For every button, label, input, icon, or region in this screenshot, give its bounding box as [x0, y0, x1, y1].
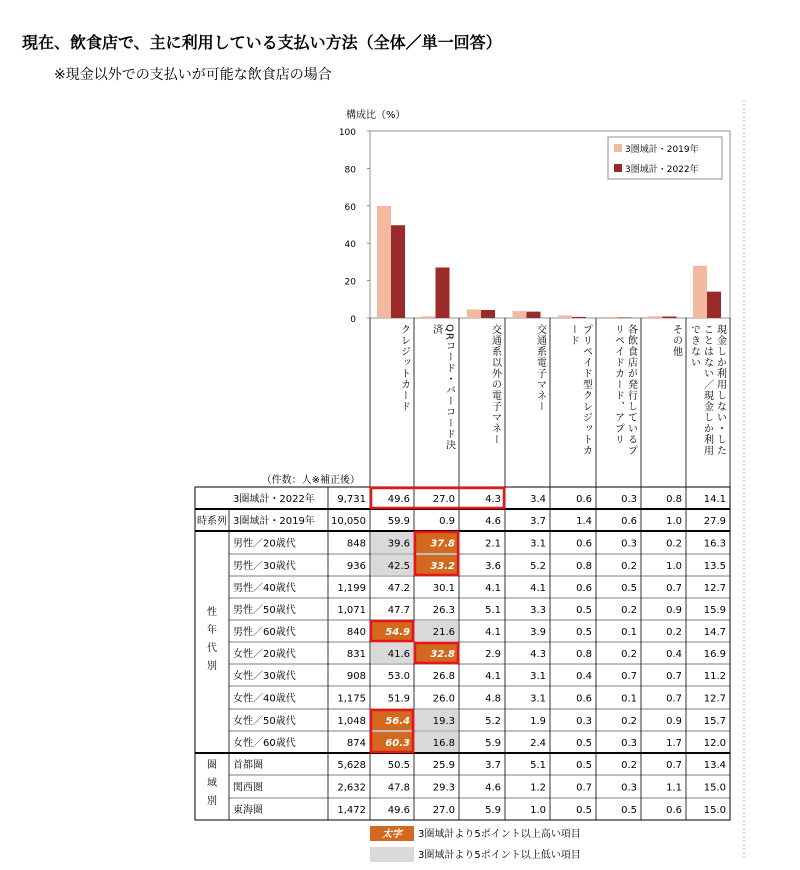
- table-cell: 0.6: [576, 583, 592, 594]
- table-cell: 47.7: [387, 605, 410, 616]
- table-cell: 2.4: [530, 738, 546, 749]
- bar-2019: [693, 266, 707, 318]
- group-label-timeseries: 時系列: [197, 516, 227, 527]
- row-count: 1,472: [337, 805, 366, 816]
- table-cell: 0.6: [576, 494, 592, 505]
- category-label: 交通系以外の電子マネー: [489, 324, 501, 445]
- table-cell: 3.6: [485, 561, 501, 572]
- row-count: 1,071: [337, 605, 366, 616]
- table-cell: 50.5: [387, 760, 410, 771]
- table-cell: 0.2: [621, 760, 637, 771]
- row-label: 男性／30歳代: [233, 561, 296, 572]
- row-label: 関西圏: [233, 782, 263, 794]
- table-cell: 0.7: [666, 760, 682, 771]
- table-cell: 1.0: [666, 561, 682, 572]
- legend-swatch: [614, 144, 622, 152]
- bar-2022: [436, 268, 450, 318]
- table-cell: 4.6: [485, 782, 501, 794]
- category-label: 交通系電子マネー: [534, 324, 546, 412]
- table-cell: 1.2: [530, 782, 546, 794]
- table-cell: 32.8: [430, 649, 455, 660]
- table-cell: 12.7: [703, 693, 726, 705]
- row-count: 5,628: [337, 760, 366, 771]
- table-cell: 5.1: [485, 605, 501, 616]
- table-cell: 29.3: [432, 782, 455, 794]
- legend-swatch: [614, 164, 622, 172]
- bar-2019: [604, 317, 618, 318]
- table-cell: 0.2: [621, 716, 637, 727]
- row-count: 840: [346, 627, 366, 638]
- table-cell: 0.5: [576, 627, 592, 638]
- table-cell: 51.9: [387, 693, 410, 705]
- table-cell: 0.6: [576, 538, 592, 550]
- row-count: 9,731: [337, 494, 366, 505]
- table-cell: 27.9: [703, 516, 726, 527]
- table-cell: 4.3: [530, 649, 546, 660]
- y-axis-label: 構成比（%）: [346, 110, 406, 121]
- table-cell: 0.7: [666, 693, 682, 705]
- y-tick-label: 20: [344, 277, 356, 288]
- table-cell: 0.1: [621, 693, 637, 705]
- table-cell: 49.6: [387, 805, 410, 816]
- table-cell: 0.5: [576, 605, 592, 616]
- y-tick-label: 80: [344, 165, 356, 176]
- table-cell: 0.2: [621, 649, 637, 660]
- table-cell: 3.1: [530, 538, 546, 550]
- row-label: 3圏域計・2022年: [233, 494, 315, 505]
- y-tick-label: 40: [344, 240, 356, 251]
- table-cell: 0.5: [576, 760, 592, 771]
- y-tick-label: 0: [350, 315, 356, 325]
- table-cell: 30.1: [432, 583, 455, 594]
- table-cell: 0.3: [621, 738, 637, 749]
- table-cell: 47.2: [387, 583, 410, 594]
- table-cell: 0.2: [666, 627, 682, 638]
- bar-2022: [663, 317, 677, 318]
- table-cell: 0.5: [621, 583, 637, 594]
- row-count: 10,050: [331, 516, 366, 527]
- table-cell: 1.0: [666, 516, 682, 527]
- table-cell: 59.9: [387, 516, 410, 527]
- table-cell: 0.7: [666, 583, 682, 594]
- table-cell: 1.9: [530, 716, 546, 727]
- page-title: 現在、飲食店で、主に利用している支払い方法（全体／単一回答）: [22, 33, 502, 52]
- bar-2022: [391, 225, 405, 318]
- table-cell: 3.1: [530, 671, 546, 682]
- table-cell: 13.5: [703, 561, 726, 572]
- table-cell: 16.8: [432, 738, 455, 749]
- category-label: 現金しか利用しない・した: [714, 324, 726, 456]
- row-label: 男性／20歳代: [233, 538, 296, 550]
- row-count: 848: [346, 538, 366, 550]
- table-cell: 4.1: [530, 583, 546, 594]
- legend-label: 3圏域計・2022年: [625, 165, 699, 175]
- table-cell: 4.1: [485, 627, 501, 638]
- legend-label: 3圏域計・2019年: [625, 145, 699, 155]
- table-cell: 0.6: [576, 693, 592, 705]
- table-cell: 0.2: [621, 561, 637, 572]
- table-cell: 11.2: [703, 671, 726, 682]
- table-cell: 0.9: [439, 516, 455, 527]
- table-cell: 56.4: [385, 716, 410, 727]
- table-cell: 4.6: [485, 516, 501, 527]
- group-label-region: 域: [207, 778, 217, 789]
- row-label: 東海圏: [233, 805, 263, 816]
- bar-2022: [618, 317, 632, 318]
- table-cell: 15.9: [703, 605, 726, 616]
- table-cell: 0.9: [666, 716, 682, 727]
- table-cell: 12.0: [703, 738, 726, 749]
- row-label: 女性／50歳代: [233, 716, 296, 727]
- table-cell: 5.9: [485, 805, 501, 816]
- table-cell: 13.4: [703, 760, 726, 771]
- row-count: 1,199: [337, 583, 366, 594]
- row-count: 2,632: [337, 782, 366, 794]
- table-cell: 0.3: [576, 716, 592, 727]
- row-label: 男性／50歳代: [233, 605, 296, 616]
- table-cell: 26.3: [432, 605, 455, 616]
- group-label-region: 別: [207, 796, 217, 807]
- table-cell: 4.8: [485, 693, 501, 705]
- table-cell: 0.6: [666, 805, 682, 816]
- group-label-gender-age: 性: [207, 607, 217, 618]
- table-cell: 14.7: [703, 627, 726, 638]
- category-label: 済: [430, 324, 442, 335]
- row-label: 女性／20歳代: [233, 649, 296, 660]
- table-cell: 0.2: [666, 538, 682, 550]
- category-label: 各飲食店が発行しているプ: [625, 324, 637, 456]
- table-cell: 49.6: [387, 494, 410, 505]
- table-cell: 3.9: [530, 627, 546, 638]
- row-label: 3圏域計・2019年: [233, 516, 315, 527]
- table-cell: 0.8: [576, 561, 592, 572]
- table-cell: 1.1: [666, 782, 682, 794]
- bar-2019: [377, 206, 391, 318]
- table-cell: 3.7: [530, 516, 546, 527]
- table-cell: 3.1: [530, 693, 546, 705]
- table-cell: 4.1: [485, 671, 501, 682]
- row-count: 831: [346, 649, 366, 660]
- group-label-gender-age: 年: [207, 625, 217, 636]
- table-cell: 54.9: [385, 627, 410, 638]
- row-count: 1,175: [337, 693, 366, 705]
- table-cell: 5.1: [530, 760, 546, 771]
- table-cell: 42.5: [387, 561, 410, 572]
- bar-2019: [467, 309, 481, 318]
- category-label: プリペイド型クレジットカ: [580, 324, 592, 456]
- table-cell: 0.7: [666, 671, 682, 682]
- bar-2022: [481, 310, 495, 318]
- table-cell: 0.7: [621, 671, 637, 682]
- table-cell: 0.9: [666, 605, 682, 616]
- table-cell: 12.7: [703, 583, 726, 594]
- table-cell: 5.9: [485, 738, 501, 749]
- table-cell: 21.6: [432, 627, 455, 638]
- table-cell: 4.3: [485, 494, 501, 505]
- table-cell: 0.4: [576, 671, 592, 682]
- table-cell: 0.2: [621, 605, 637, 616]
- row-label: 女性／60歳代: [233, 738, 296, 749]
- table-cell: 14.1: [703, 494, 726, 505]
- table-cell: 16.3: [703, 538, 726, 550]
- page-subtitle: ※現金以外での支払いが可能な飲食店の場合: [54, 67, 332, 83]
- row-count: 874: [346, 738, 366, 749]
- bar-2019: [558, 315, 572, 318]
- category-label: ことはない／現金しか利用: [701, 324, 713, 456]
- row-label: 首都圏: [233, 760, 263, 771]
- footer-low-swatch: [370, 847, 414, 862]
- table-cell: 26.8: [432, 671, 455, 682]
- bar-2019: [649, 316, 663, 318]
- group-label-region: 圏: [207, 760, 217, 771]
- table-cell: 19.3: [432, 716, 455, 727]
- table-cell: 1.7: [666, 738, 682, 749]
- row-label: 女性／30歳代: [233, 671, 296, 682]
- table-cell: 27.0: [432, 494, 455, 505]
- table-cell: 0.5: [576, 738, 592, 749]
- row-count: 908: [346, 671, 366, 682]
- category-label: クレジットカード: [398, 324, 410, 412]
- table-cell: 15.0: [703, 782, 726, 794]
- table-cell: 37.8: [430, 538, 455, 550]
- table-cell: 15.7: [703, 716, 726, 727]
- footer-low-label: 3圏域計より5ポイント以上低い項目: [418, 850, 581, 861]
- footer-high-sample: 太字: [382, 829, 402, 840]
- bar-2022: [572, 317, 586, 318]
- y-tick-label: 60: [344, 202, 356, 213]
- bar-2019: [422, 316, 436, 318]
- table-cell: 0.8: [666, 494, 682, 505]
- table-cell: 0.7: [576, 782, 592, 794]
- footer-high-label: 3圏域計より5ポイント以上高い項目: [418, 829, 581, 840]
- table-cell: 16.9: [703, 649, 726, 660]
- table-cell: 1.0: [530, 805, 546, 816]
- table-cell: 0.3: [621, 538, 637, 550]
- table-cell: 15.0: [703, 805, 726, 816]
- table-cell: 25.9: [432, 760, 455, 771]
- category-label: リペイドカード、アプリ: [612, 324, 624, 445]
- row-count: 936: [346, 561, 366, 572]
- bar-2019: [513, 311, 527, 318]
- row-label: 男性／40歳代: [233, 583, 296, 594]
- table-cell: 2.9: [485, 649, 501, 660]
- table-cell: 4.1: [485, 583, 501, 594]
- table-cell: 33.2: [430, 561, 455, 572]
- table-cell: 53.0: [387, 671, 410, 682]
- table-cell: 1.4: [576, 516, 592, 527]
- table-cell: 0.5: [621, 805, 637, 816]
- bar-2022: [527, 312, 541, 318]
- table-cell: 0.5: [576, 805, 592, 816]
- category-label: その他: [670, 324, 682, 357]
- table-cell: 0.6: [621, 516, 637, 527]
- table-cell: 26.0: [432, 693, 455, 705]
- table-cell: 5.2: [485, 716, 501, 727]
- table-cell: 3.4: [530, 494, 546, 505]
- category-label: ード: [567, 324, 579, 346]
- table-cell: 41.6: [387, 649, 410, 660]
- count-header: （件数：人※補正後）: [261, 475, 360, 486]
- table-cell: 0.3: [621, 782, 637, 794]
- table-cell: 3.7: [485, 760, 501, 771]
- group-label-gender-age: 別: [207, 661, 217, 672]
- y-tick-label: 100: [338, 128, 356, 138]
- table-cell: 0.4: [666, 649, 682, 660]
- table-cell: 0.3: [621, 494, 637, 505]
- row-count: 1,048: [337, 716, 366, 727]
- category-label: QRコード・バーコード決: [443, 324, 455, 451]
- table-cell: 5.2: [530, 561, 546, 572]
- table-cell: 2.1: [485, 538, 501, 550]
- table-cell: 47.8: [387, 782, 410, 794]
- table-cell: 60.3: [385, 738, 410, 749]
- group-label-gender-age: 代: [207, 643, 217, 654]
- row-label: 男性／60歳代: [233, 627, 296, 638]
- category-label: できない: [688, 324, 700, 368]
- bar-2022: [707, 292, 721, 318]
- row-label: 女性／40歳代: [233, 693, 296, 705]
- table-cell: 0.8: [576, 649, 592, 660]
- table-cell: 0.1: [621, 627, 637, 638]
- table-cell: 3.3: [530, 605, 546, 616]
- table-cell: 27.0: [432, 805, 455, 816]
- table-cell: 39.6: [387, 538, 410, 550]
